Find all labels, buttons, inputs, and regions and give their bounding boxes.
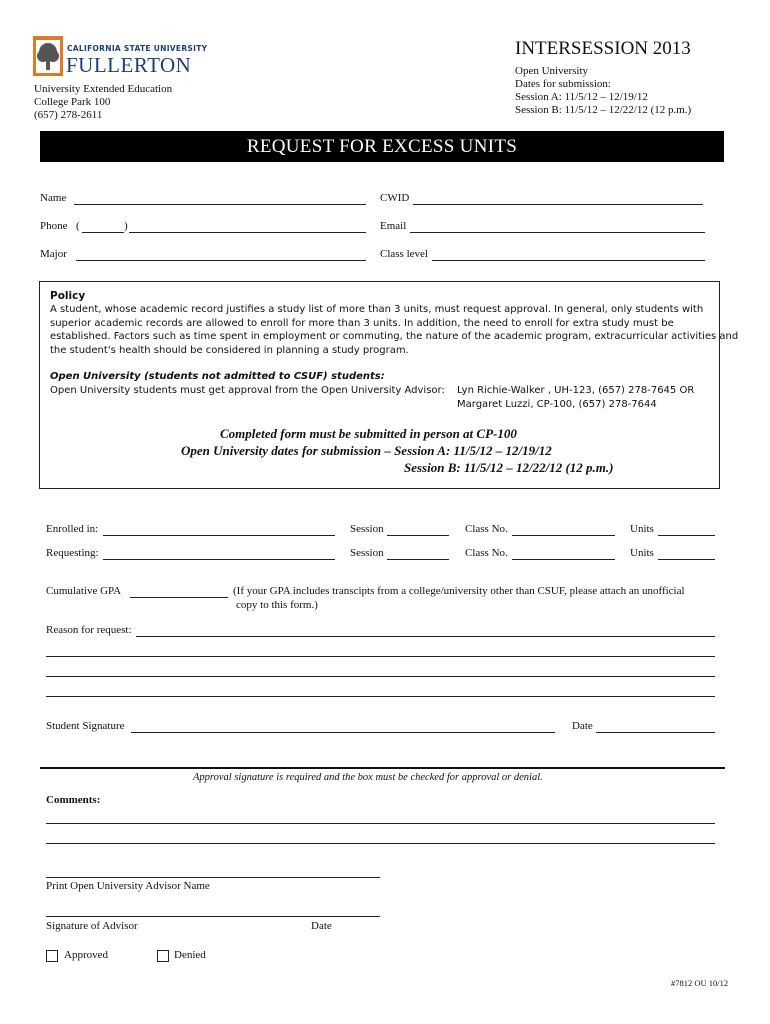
dept-name: University Extended Education [34,83,173,95]
advisor-name-field[interactable] [46,877,380,878]
requesting-label: Requesting: [46,547,99,559]
phone-paren-open: ( [76,220,80,232]
advisor-contact-2: Margaret Luzzi, CP-100, (657) 278-7644 [457,399,657,410]
policy-line-4: the student's health should be considered in planning a study program. [50,345,409,356]
policy-line-1: A student, whose academic record justifies a study list of more than 3 units, must request approval. In general, only students with [50,304,704,315]
enrolled-units-label: Units [630,523,654,535]
comments-label: Comments: [46,794,101,806]
policy-heading: Policy [50,290,86,302]
reason-field-line-3[interactable] [46,676,715,677]
gpa-note-1: (If your GPA includes transcipts from a college/university other than CSUF, please attach an unofficial [233,585,685,597]
term-title: INTERSESSION 2013 [515,38,691,59]
name-field[interactable] [74,204,366,205]
requesting-class-no-field[interactable] [512,559,615,560]
class-level-label: Class level [380,248,428,260]
approved-label: Approved [64,949,108,961]
advisor-signature-field[interactable] [46,916,380,917]
advisor-signature-label: Signature of Advisor [46,920,138,932]
student-date-label: Date [572,720,593,732]
denied-checkbox[interactable] [157,950,169,962]
open-university-heading: Open University (students not admitted to CSUF) students: [50,371,385,382]
phone-label: Phone [40,220,68,232]
university-name-top: CALIFORNIA STATE UNIVERSITY [67,44,208,53]
major-field[interactable] [76,260,366,261]
cwid-label: CWID [380,192,410,204]
requesting-class-no-label: Class No. [465,547,508,559]
enrolled-in-label: Enrolled in: [46,523,99,535]
phone-paren-close: ) [124,220,128,232]
submit-notice-1: Completed form must be submitted in person at CP-100 [220,426,517,441]
form-code: #7812 OU 10/12 [671,978,729,988]
phone-field[interactable] [129,232,366,233]
gpa-note-2: copy to this form.) [236,599,318,611]
requesting-session-field[interactable] [387,559,449,560]
advisor-contact-1: Lyn Richie-Walker , UH-123, (657) 278-7645 OR [457,385,695,396]
university-logo [33,36,208,80]
policy-line-2: superior academic records are allowed to enroll for more than 3 units. In addition, the need to enroll for extra study must be [50,318,674,329]
gpa-label: Cumulative GPA [46,585,122,597]
submit-notice-3: Session B: 11/5/12 – 12/22/12 (12 p.m.) [404,460,614,475]
dept-phone: (657) 278-2611 [34,109,103,121]
reason-label: Reason for request: [46,624,132,636]
requesting-units-label: Units [630,547,654,559]
titan-tree-icon [33,36,63,76]
university-name-main: FULLERTON [66,53,192,77]
cwid-field[interactable] [413,204,703,205]
open-university-text: Open University students must get approval from the Open University Advisor: [50,385,445,396]
enrolled-units-field[interactable] [658,535,715,536]
requesting-session-label: Session [350,547,384,559]
comments-field-line-2[interactable] [46,843,715,844]
approved-checkbox[interactable] [46,950,58,962]
enrolled-class-no-label: Class No. [465,523,508,535]
name-label: Name [40,192,67,204]
denied-label: Denied [174,949,206,961]
student-signature-field[interactable] [131,732,555,733]
requesting-units-field[interactable] [658,559,715,560]
email-label: Email [380,220,407,232]
dates-label: Dates for submission: [515,78,611,90]
session-a-dates: Session A: 11/5/12 – 12/19/12 [515,91,648,103]
program-name: Open University [515,65,589,77]
class-level-field[interactable] [432,260,705,261]
reason-field-line-1[interactable] [136,636,715,637]
dept-address: College Park 100 [34,96,111,108]
advisor-name-label: Print Open University Advisor Name [46,880,210,892]
phone-area-code-field[interactable] [82,232,124,233]
comments-field-line-1[interactable] [46,823,715,824]
requesting-field[interactable] [103,559,335,560]
email-field[interactable] [410,232,705,233]
enrolled-session-label: Session [350,523,384,535]
form-title: REQUEST FOR EXCESS UNITS [246,136,518,157]
enrolled-class-no-field[interactable] [512,535,615,536]
major-label: Major [40,248,67,260]
reason-field-line-2[interactable] [46,656,715,657]
enrolled-session-field[interactable] [387,535,449,536]
reason-field-line-4[interactable] [46,696,715,697]
approval-divider [40,767,725,769]
student-signature-label: Student Signature [46,720,125,732]
gpa-field[interactable] [130,597,228,598]
approval-note: Approval signature is required and the box must be checked for approval or denial. [193,772,543,783]
student-date-field[interactable] [596,732,715,733]
session-b-dates: Session B: 11/5/12 – 12/22/12 (12 p.m.) [515,104,692,116]
submit-notice-2: Open University dates for submission – Session A: 11/5/12 – 12/19/12 [181,443,552,458]
enrolled-in-field[interactable] [103,535,335,536]
advisor-date-label: Date [311,920,332,932]
policy-line-3: established. Factors such as time spent in employment or commuting, the nature of the academic program, extracurricular activities and [50,331,739,342]
title-banner [40,131,724,162]
